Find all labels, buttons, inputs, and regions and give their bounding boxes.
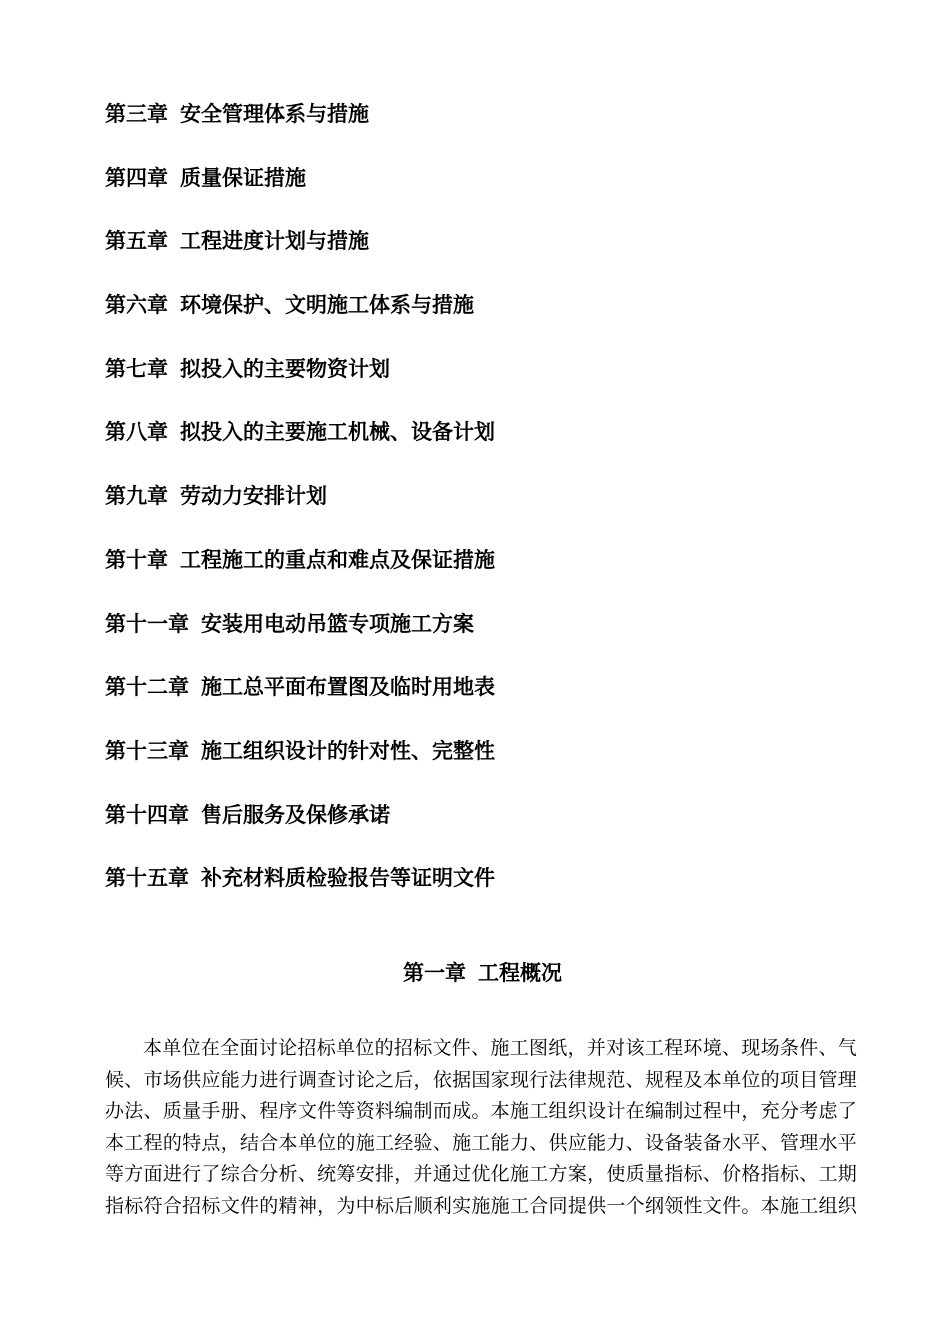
- toc-chapter-title: 拟投入的主要施工机械、设备计划: [180, 419, 495, 445]
- toc-chapter-title: 环境保护、文明施工体系与措施: [180, 292, 474, 318]
- chapter-heading-number: 第一章: [403, 960, 466, 985]
- toc-chapter-number: 第十二章: [105, 674, 189, 700]
- paragraph-line: 本工程的特点，结合本单位的施工经验、施工能力、供应能力、设备装备水平、管理水平: [105, 1131, 857, 1154]
- toc-chapter-title: 拟投入的主要物资计划: [180, 355, 390, 381]
- paragraph-line: 等方面进行了综合分析、统筹安排，并通过优化施工方案，使质量指标、价格指标、工期: [105, 1163, 857, 1186]
- toc-item: [105, 733, 865, 797]
- toc-chapter-number: 第八章: [105, 419, 168, 445]
- toc-chapter-title: 工程进度计划与措施: [180, 228, 369, 254]
- body-paragraph: [105, 1033, 857, 1223]
- paragraph-line: 本单位在全面讨论招标单位的招标文件、施工图纸，并对该工程环境、现场条件、气: [143, 1037, 857, 1059]
- toc-chapter-title: 劳动力安排计划: [180, 483, 327, 509]
- toc-chapter-number: 第十三章: [105, 737, 189, 763]
- toc-item: [105, 223, 865, 287]
- toc-item: [105, 860, 865, 924]
- toc-item: [105, 351, 865, 415]
- toc-item: [105, 478, 865, 542]
- toc-chapter-number: 第六章: [105, 292, 168, 318]
- toc-item: [105, 414, 865, 478]
- paragraph-line: 办法、质量手册、程序文件等资料编制而成。本施工组织设计在编制过程中，充分考虑了: [105, 1100, 857, 1123]
- toc-chapter-number: 第十一章: [105, 610, 189, 636]
- toc-chapter-title: 质量保证措施: [180, 164, 306, 190]
- toc-item: [105, 287, 865, 351]
- toc-chapter-number: 第十五章: [105, 865, 189, 891]
- toc-item: [105, 542, 865, 606]
- toc-chapter-title: 安全管理体系与措施: [180, 101, 369, 126]
- toc-chapter-number: 第四章: [105, 164, 168, 190]
- toc-chapter-title: 安装用电动吊篮专项施工方案: [201, 610, 474, 636]
- toc-chapter-number: 第十四章: [105, 801, 189, 827]
- toc-chapter-number: 第九章: [105, 483, 168, 509]
- toc-item: [105, 606, 865, 670]
- toc-chapter-number: 第七章: [105, 355, 168, 381]
- toc-chapter-title: 售后服务及保修承诺: [201, 801, 390, 827]
- paragraph-line: 候、市场供应能力进行调查讨论之后，依据国家现行法律规范、规程及本单位的项目管理: [105, 1068, 857, 1091]
- paragraph-line: 指标符合招标文件的精神，为中标后顺利实施施工合同提供一个纲领性文件。本施工组织: [105, 1194, 857, 1217]
- toc-item: [105, 669, 865, 733]
- chapter-heading-title: 工程概况: [478, 960, 562, 985]
- toc-chapter-title: 施工组织设计的针对性、完整性: [201, 737, 495, 763]
- toc-item: [105, 160, 865, 224]
- toc-chapter-number: 第五章: [105, 228, 168, 254]
- table-of-contents: [105, 96, 865, 924]
- toc-item: [105, 797, 865, 861]
- toc-chapter-number: 第三章: [105, 101, 168, 126]
- toc-chapter-number: 第十章: [105, 546, 168, 572]
- chapter-heading: [0, 955, 950, 991]
- toc-chapter-title: 施工总平面布置图及临时用地表: [201, 674, 495, 700]
- toc-chapter-title: 补充材料质检验报告等证明文件: [201, 865, 495, 891]
- toc-chapter-title: 工程施工的重点和难点及保证措施: [180, 546, 495, 572]
- toc-item: [105, 96, 865, 160]
